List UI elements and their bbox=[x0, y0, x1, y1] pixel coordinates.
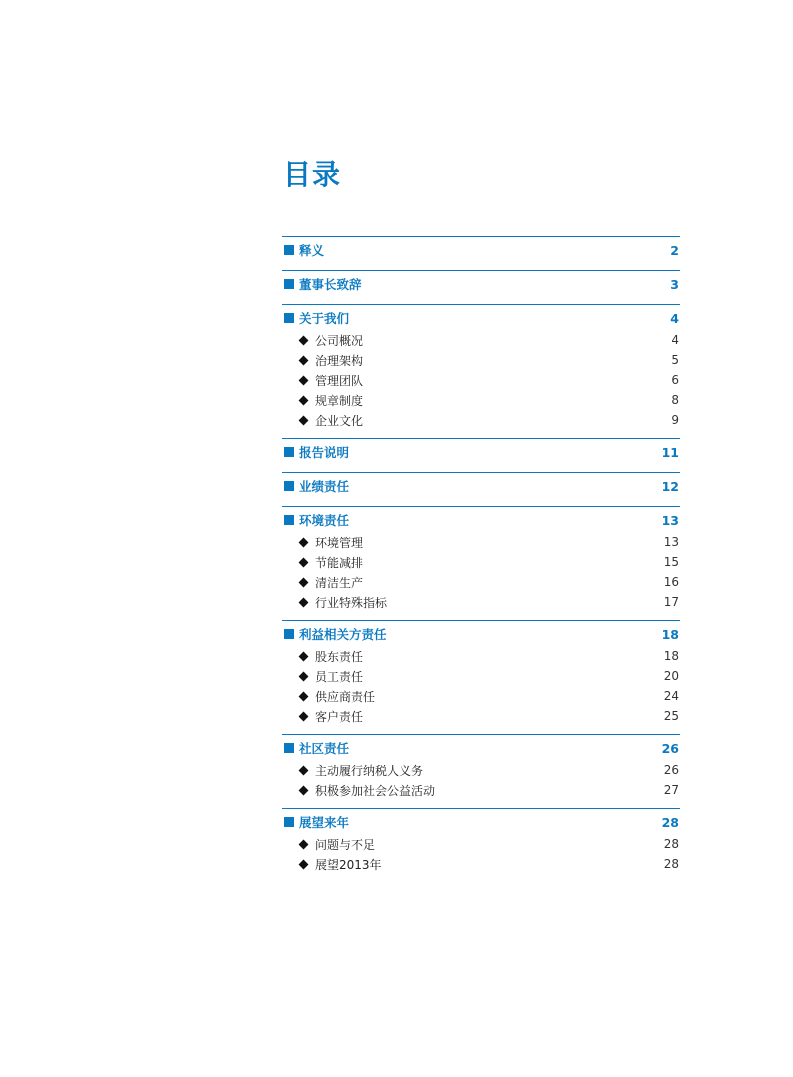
toc-item-label: 规章制度 bbox=[315, 393, 364, 408]
toc-item[interactable] bbox=[282, 686, 680, 706]
toc-section-label: 关于我们 bbox=[299, 311, 350, 326]
toc-item-label: 清洁生产 bbox=[315, 575, 364, 590]
square-bullet-icon bbox=[284, 743, 294, 753]
toc-item[interactable] bbox=[282, 390, 680, 410]
toc-section-page: 2 bbox=[670, 242, 679, 258]
toc-item[interactable] bbox=[282, 572, 680, 592]
toc-item-page: 13 bbox=[663, 535, 679, 549]
toc-section-heading[interactable] bbox=[282, 508, 680, 532]
toc-item-page: 20 bbox=[663, 669, 679, 683]
square-bullet-icon bbox=[284, 629, 294, 639]
diamond-bullet-icon bbox=[299, 671, 309, 681]
toc-section-page: 28 bbox=[661, 814, 679, 830]
toc-section bbox=[282, 734, 680, 800]
square-bullet-icon bbox=[284, 245, 294, 255]
toc-item-label: 治理架构 bbox=[315, 353, 364, 368]
toc-section bbox=[282, 270, 680, 296]
diamond-bullet-icon bbox=[299, 395, 309, 405]
square-bullet-icon bbox=[284, 515, 294, 525]
toc-section-page: 18 bbox=[661, 626, 679, 642]
diamond-bullet-icon bbox=[299, 537, 309, 547]
toc-section-label: 利益相关方责任 bbox=[299, 627, 387, 642]
diamond-bullet-icon bbox=[299, 765, 309, 775]
toc-section-page: 4 bbox=[670, 310, 679, 326]
diamond-bullet-icon bbox=[299, 651, 309, 661]
toc-section bbox=[282, 438, 680, 464]
toc-item-label: 客户责任 bbox=[315, 709, 364, 724]
diamond-bullet-icon bbox=[299, 375, 309, 385]
toc-item-label: 主动履行纳税人义务 bbox=[315, 763, 424, 778]
toc-item[interactable] bbox=[282, 532, 680, 552]
toc-item-label: 员工责任 bbox=[315, 669, 364, 684]
toc-section-label: 环境责任 bbox=[299, 513, 350, 528]
toc-section-label: 业绩责任 bbox=[299, 479, 350, 494]
toc-item[interactable] bbox=[282, 834, 680, 854]
square-bullet-icon bbox=[284, 817, 294, 827]
square-bullet-icon bbox=[284, 279, 294, 289]
toc-item-page: 5 bbox=[671, 353, 679, 367]
toc-item-page: 18 bbox=[663, 649, 679, 663]
toc-section-heading[interactable] bbox=[282, 306, 680, 330]
toc-section-heading[interactable] bbox=[282, 736, 680, 760]
toc-section bbox=[282, 620, 680, 726]
toc-section-label: 报告说明 bbox=[299, 445, 350, 460]
toc-item[interactable] bbox=[282, 410, 680, 430]
page-title: 目录 bbox=[283, 158, 342, 191]
toc-section-label: 董事长致辞 bbox=[299, 277, 362, 292]
toc-section-label: 社区责任 bbox=[299, 741, 350, 756]
toc-item[interactable] bbox=[282, 552, 680, 572]
diamond-bullet-icon bbox=[299, 785, 309, 795]
toc-item[interactable] bbox=[282, 350, 680, 370]
toc-item-label: 问题与不足 bbox=[315, 837, 376, 852]
diamond-bullet-icon bbox=[299, 597, 309, 607]
toc-item-page: 15 bbox=[663, 555, 679, 569]
table-of-contents bbox=[282, 236, 680, 876]
diamond-bullet-icon bbox=[299, 355, 309, 365]
toc-item-label: 股东责任 bbox=[315, 649, 364, 664]
toc-section-heading[interactable] bbox=[282, 238, 680, 262]
toc-item-label: 管理团队 bbox=[315, 373, 364, 388]
toc-item-page: 27 bbox=[663, 783, 679, 797]
toc-section bbox=[282, 808, 680, 874]
square-bullet-icon bbox=[284, 447, 294, 457]
toc-section-page: 13 bbox=[661, 512, 679, 528]
toc-item[interactable] bbox=[282, 330, 680, 350]
diamond-bullet-icon bbox=[299, 691, 309, 701]
toc-section-page: 26 bbox=[661, 740, 679, 756]
toc-item[interactable] bbox=[282, 854, 680, 874]
toc-item[interactable] bbox=[282, 780, 680, 800]
toc-item-page: 17 bbox=[663, 595, 679, 609]
toc-item-page: 4 bbox=[671, 333, 679, 347]
toc-section-page: 3 bbox=[670, 276, 679, 292]
toc-item[interactable] bbox=[282, 370, 680, 390]
toc-item-page: 6 bbox=[671, 373, 679, 387]
toc-item-label: 积极参加社会公益活动 bbox=[315, 783, 436, 798]
toc-item[interactable] bbox=[282, 646, 680, 666]
toc-item-page: 28 bbox=[663, 857, 679, 871]
toc-section-label: 释义 bbox=[299, 243, 325, 258]
toc-section-heading[interactable] bbox=[282, 440, 680, 464]
toc-item[interactable] bbox=[282, 592, 680, 612]
diamond-bullet-icon bbox=[299, 711, 309, 721]
diamond-bullet-icon bbox=[299, 415, 309, 425]
toc-section bbox=[282, 506, 680, 612]
toc-item-page: 25 bbox=[663, 709, 679, 723]
diamond-bullet-icon bbox=[299, 839, 309, 849]
square-bullet-icon bbox=[284, 481, 294, 491]
toc-section bbox=[282, 472, 680, 498]
diamond-bullet-icon bbox=[299, 577, 309, 587]
toc-item-label: 节能减排 bbox=[315, 555, 364, 570]
diamond-bullet-icon bbox=[299, 557, 309, 567]
toc-item-page: 24 bbox=[663, 689, 679, 703]
toc-item-label: 公司概况 bbox=[315, 333, 364, 348]
toc-section bbox=[282, 236, 680, 262]
toc-item-page: 8 bbox=[671, 393, 679, 407]
toc-section-label: 展望来年 bbox=[299, 815, 350, 830]
toc-section-heading[interactable] bbox=[282, 622, 680, 646]
toc-item-label: 供应商责任 bbox=[315, 689, 376, 704]
diamond-bullet-icon bbox=[299, 859, 309, 869]
toc-section-heading[interactable] bbox=[282, 474, 680, 498]
toc-section bbox=[282, 304, 680, 430]
diamond-bullet-icon bbox=[299, 335, 309, 345]
toc-section-heading[interactable] bbox=[282, 272, 680, 296]
toc-item-label: 企业文化 bbox=[315, 413, 364, 428]
toc-item[interactable] bbox=[282, 706, 680, 726]
toc-item-label: 展望2013年 bbox=[315, 857, 382, 872]
toc-item[interactable] bbox=[282, 666, 680, 686]
toc-section-page: 11 bbox=[661, 444, 679, 460]
toc-section-page: 12 bbox=[661, 478, 679, 494]
toc-item-page: 16 bbox=[663, 575, 679, 589]
toc-item-page: 9 bbox=[671, 413, 679, 427]
toc-section-heading[interactable] bbox=[282, 810, 680, 834]
toc-item-page: 28 bbox=[663, 837, 679, 851]
toc-item-label: 行业特殊指标 bbox=[315, 595, 388, 610]
square-bullet-icon bbox=[284, 313, 294, 323]
toc-item[interactable] bbox=[282, 760, 680, 780]
toc-item-page: 26 bbox=[663, 763, 679, 777]
toc-item-label: 环境管理 bbox=[315, 535, 364, 550]
